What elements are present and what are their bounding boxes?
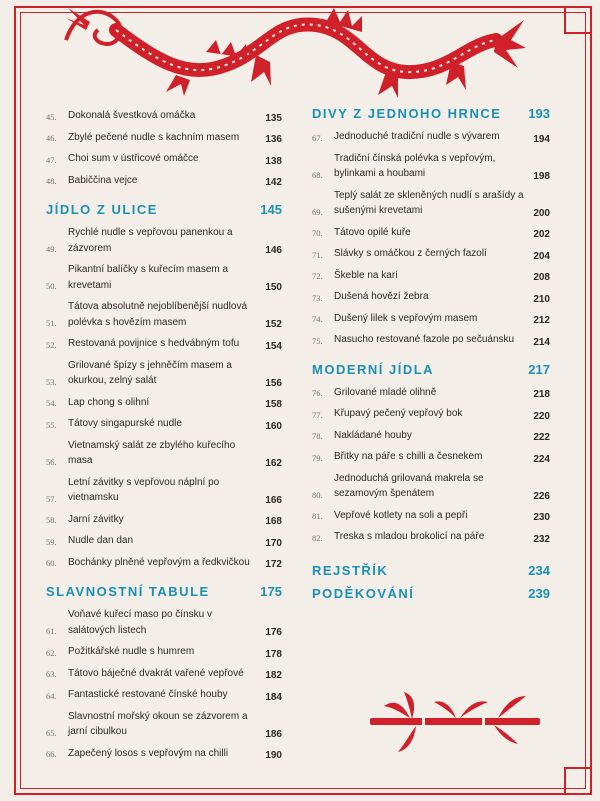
toc-right-column (312, 106, 550, 601)
entry-number: 64. (46, 690, 57, 701)
entry-number: 66. (46, 749, 57, 759)
toc-entry[interactable] (312, 129, 550, 145)
entry-page: 138 (265, 155, 282, 167)
section-page: 193 (528, 106, 550, 121)
entry-title: Jarní závitky (68, 513, 124, 525)
entry-title: Treska s mladou brokolicí na páře (334, 531, 485, 542)
entry-title: Jednoduchá grilovaná makrela se sezamovým špenátem (334, 472, 484, 499)
entry-title: Dušený lilek s vepřovým masem (334, 312, 478, 324)
entry-title: Voňavé kuřecí maso po čínsku v salátových listech (68, 609, 212, 636)
entry-number: 69. (312, 206, 323, 217)
bamboo-illustration (370, 688, 540, 758)
entry-page: 230 (533, 512, 550, 523)
entry-title: Nasucho restované fazole po sečuánsku (334, 334, 515, 345)
entry-title: Bochánky plněné vepřovým a ředkvičkou (68, 556, 250, 568)
entry-page: 142 (265, 177, 282, 188)
entry-page: 226 (533, 490, 550, 502)
section-page: 217 (528, 361, 550, 377)
toc-entry[interactable] (46, 108, 282, 124)
entry-number: 79. (312, 452, 323, 463)
entry-number: 60. (46, 558, 57, 568)
entry-number: 80. (312, 489, 323, 500)
section-heading[interactable] (46, 584, 282, 599)
entry-page: 204 (533, 250, 550, 262)
toc-entry[interactable] (46, 687, 282, 703)
entry-number: 55. (46, 419, 57, 430)
entry-page: 186 (265, 728, 282, 740)
entry-number: 48. (46, 176, 57, 186)
toc-entry[interactable] (312, 471, 550, 502)
entry-page: 136 (265, 134, 282, 145)
entry-number: 45. (46, 111, 57, 122)
entry-page: 152 (265, 319, 282, 330)
toc-entry[interactable] (312, 449, 550, 465)
toc-entry[interactable] (46, 666, 282, 682)
section-heading[interactable] (312, 586, 550, 601)
entry-number: 81. (312, 511, 323, 521)
toc-entry[interactable] (312, 188, 550, 219)
toc-entry[interactable] (46, 262, 282, 293)
entry-number: 58. (46, 515, 57, 525)
toc-entry[interactable] (312, 268, 550, 284)
entry-title: Choi sum v ústřicové omáčce (68, 153, 199, 164)
entry-title: Břitky na páře s chilli a česnekem (334, 451, 483, 462)
entry-page: 222 (533, 432, 550, 443)
entry-page: 170 (265, 537, 282, 549)
entry-number: 49. (46, 244, 57, 254)
entry-page: 178 (265, 648, 282, 660)
section-page: 239 (528, 585, 550, 601)
entry-number: 47. (46, 154, 57, 165)
toc-entry[interactable] (46, 644, 282, 660)
entry-number: 53. (46, 376, 57, 387)
entry-page: 182 (265, 670, 282, 681)
section-heading[interactable] (46, 202, 282, 217)
entry-page: 146 (265, 245, 282, 256)
entry-number: 65. (46, 727, 57, 738)
entry-page: 166 (265, 494, 282, 506)
toc-entry[interactable] (312, 311, 550, 327)
entry-title: Tátova absolutně nejoblíbenější nudlová polévka s hovězím masem (68, 301, 248, 328)
section-title: REJSTŘÍK (312, 562, 389, 578)
entry-page: 194 (533, 133, 550, 145)
entry-list (46, 225, 282, 570)
entry-page: 212 (533, 315, 550, 326)
toc-entry[interactable] (312, 225, 550, 241)
section-heading[interactable] (312, 563, 550, 578)
section-page: 175 (260, 584, 282, 599)
entry-page: 158 (265, 399, 282, 410)
toc-entry[interactable] (46, 475, 282, 506)
entry-page: 220 (533, 410, 550, 422)
entry-number: 72. (312, 271, 323, 281)
toc-entry[interactable] (312, 508, 550, 524)
entry-page: 200 (533, 207, 550, 219)
toc-entry[interactable] (46, 358, 282, 389)
entry-number: 62. (46, 647, 57, 658)
entry-page: 172 (265, 559, 282, 570)
entry-title: Grilované špízy s jehněčím masem a okurkou, zelný salát (68, 359, 232, 386)
entry-number: 77. (312, 409, 323, 420)
toc-entry[interactable] (312, 289, 550, 305)
section-page: 234 (528, 562, 550, 578)
entry-page: 208 (533, 272, 550, 283)
toc-entry[interactable] (312, 332, 550, 348)
section-title: DIVY Z JEDNOHO HRNCE (312, 106, 502, 121)
entry-title: Slávky s omáčkou z černých fazolí (334, 248, 487, 259)
entry-number: 68. (312, 169, 323, 180)
entry-page: 135 (265, 112, 282, 124)
entry-title: Zapečený losos s vepřovým na chilli (68, 747, 229, 759)
entry-page: 184 (265, 691, 282, 703)
entry-page: 198 (533, 170, 550, 182)
entry-title: Pikantní balíčky s kuřecím masem a krevetami (68, 264, 229, 291)
entry-number: 71. (312, 249, 323, 260)
entry-title: Tátovo opilé kuře (334, 226, 411, 238)
entry-number: 74. (312, 314, 323, 324)
entry-page: 202 (533, 229, 550, 240)
toc-entry[interactable] (46, 225, 282, 256)
toc-entry[interactable] (46, 533, 282, 549)
toc-entry[interactable] (46, 151, 282, 167)
entry-page: 218 (533, 389, 550, 400)
toc-entry[interactable] (46, 395, 282, 411)
toc-left-column (46, 108, 282, 767)
entry-number: 61. (46, 626, 57, 636)
entry-page: 156 (265, 377, 282, 389)
entry-number: 82. (312, 532, 323, 543)
entry-list (312, 129, 550, 348)
toc-entry[interactable] (46, 512, 282, 528)
section-title: SLAVNOSTNÍ TABULE (46, 584, 210, 599)
toc-entry[interactable] (46, 555, 282, 571)
entry-number: 78. (312, 431, 323, 441)
toc-entry[interactable] (46, 438, 282, 469)
entry-list (312, 385, 550, 545)
toc-entry[interactable] (46, 173, 282, 189)
entry-title: Grilované mladé olihně (334, 386, 437, 398)
entry-number: 76. (312, 388, 323, 398)
entry-number: 52. (46, 339, 57, 350)
entry-title: Tátovo báječné dvakrát vařené vepřové (68, 667, 244, 679)
entry-page: 190 (265, 750, 282, 761)
toc-entry[interactable] (312, 151, 550, 182)
toc-entry[interactable] (312, 385, 550, 401)
entry-number: 73. (312, 292, 323, 303)
entry-number: 50. (46, 281, 57, 291)
entry-title: Vietnamský salát ze zbylého kuřecího masa (68, 439, 236, 466)
entry-number: 63. (46, 669, 57, 679)
toc-entry[interactable] (312, 428, 550, 444)
entry-title: Teplý salát ze skleněných nudlí s arašídy a sušenými krevetami (334, 189, 524, 216)
entry-title: Letní závitky s vepřovou náplní po vietnamsku (68, 476, 220, 503)
entry-page: 154 (265, 340, 282, 352)
entry-list (46, 607, 282, 761)
entry-title: Babiččina vejce (68, 174, 138, 186)
entry-number: 59. (46, 536, 57, 547)
section-title: PODĚKOVÁNÍ (312, 585, 415, 601)
entry-title: Jednoduché tradiční nudle s vývarem (334, 131, 500, 142)
section-title: JÍDLO Z ULICE (46, 202, 158, 217)
entry-title: Škeble na karí (334, 269, 398, 281)
toc-entry[interactable] (46, 607, 282, 638)
toc-entry[interactable] (312, 246, 550, 262)
entry-title: Slavnostní mořský okoun se zázvorem a jarní cibulkou (68, 710, 248, 737)
section-page: 145 (260, 202, 282, 217)
entry-list (46, 108, 282, 188)
entry-number: 46. (46, 133, 57, 143)
entry-page: 232 (533, 533, 550, 545)
entry-title: Nakládané houby (334, 429, 412, 441)
entry-title: Tátovy singapurské nudle (68, 418, 182, 429)
entry-title: Restovaná povijnice s hedvábným tofu (68, 338, 240, 349)
entry-page: 224 (533, 453, 550, 465)
entry-title: Nudle dan dan (68, 535, 134, 546)
entry-page: 162 (265, 457, 282, 469)
toc-entry[interactable] (46, 746, 282, 762)
entry-page: 214 (533, 336, 550, 348)
toc-entry[interactable] (312, 529, 550, 545)
toc-entry[interactable] (46, 299, 282, 330)
entry-title: Dušená hovězí žebra (334, 291, 429, 302)
section-heading[interactable] (312, 362, 550, 377)
entry-number: 75. (312, 335, 323, 346)
entry-title: Tradiční čínská polévka s vepřovým, bylinkami a houbami (334, 152, 496, 179)
entry-title: Rychlé nudle s vepřovou panenkou a zázvorem (68, 227, 233, 254)
entry-title: Lap chong s olihní (68, 396, 150, 408)
toc-entry[interactable] (46, 416, 282, 432)
entry-title: Dokonalá švestková omáčka (68, 110, 196, 121)
entry-page: 168 (265, 516, 282, 527)
entry-number: 56. (46, 456, 57, 467)
entry-number: 51. (46, 318, 57, 328)
entry-title: Vepřové kotlety na soli a pepři (334, 509, 468, 521)
entry-title: Požitkářské nudle s humrem (68, 646, 195, 657)
entry-title: Křupavý pečený vepřový bok (334, 408, 463, 419)
entry-page: 160 (265, 420, 282, 432)
entry-page: 210 (533, 293, 550, 305)
entry-number: 54. (46, 398, 57, 408)
entry-page: 150 (265, 282, 282, 293)
entry-title: Zbylé pečené nudle s kachním masem (68, 131, 240, 143)
toc-entry[interactable] (46, 709, 282, 740)
toc-entry[interactable] (312, 406, 550, 422)
entry-page: 176 (265, 627, 282, 638)
section-heading[interactable] (312, 106, 550, 121)
toc-entry[interactable] (46, 130, 282, 146)
section-title: MODERNÍ JÍDLA (312, 361, 435, 377)
toc-entry[interactable] (46, 336, 282, 352)
entry-number: 57. (46, 493, 57, 504)
dragon-illustration (56, 0, 526, 100)
entry-number: 70. (312, 228, 323, 238)
entry-number: 67. (312, 132, 323, 143)
entry-title: Fantastické restované čínské houby (68, 689, 228, 700)
